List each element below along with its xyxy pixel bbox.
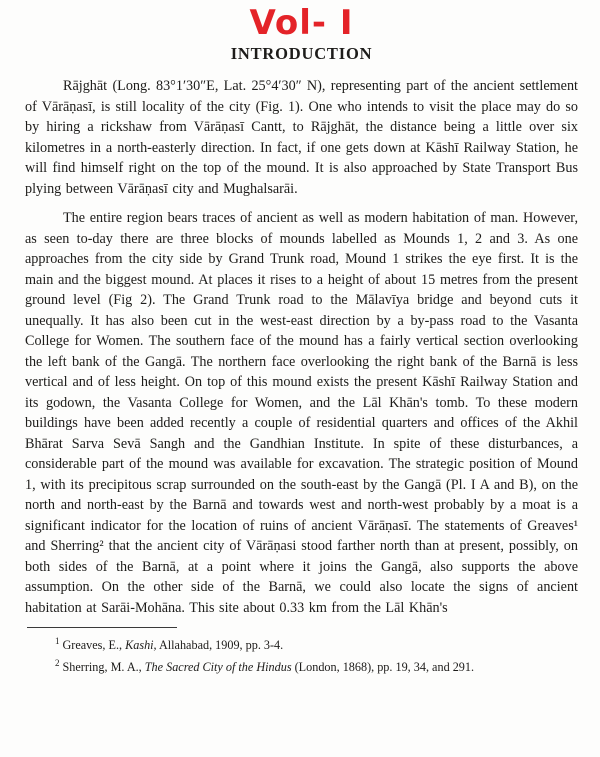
- body-text: [25, 76, 578, 618]
- footnote-1-marker: 1: [55, 636, 60, 646]
- footnote-1: [25, 633, 578, 654]
- page-heading: INTRODUCTION: [230, 44, 373, 63]
- footnote-1-pre: Greaves, E.,: [62, 638, 126, 653]
- footnote-2-title: The Sacred City of the Hindus: [144, 659, 292, 674]
- footnote-1-title: Kashi,: [125, 638, 157, 653]
- intro-paragraph-2: The entire region bears traces of ancient as well as modern habitation of man. However, as seen to-day there are three blocks of mounds labelled as Mounds 1, 2 and 3. As one approaches from the city side by Grand Trunk road, Mound 1 strikes the eye first. It is the main and the biggest mound. At places it rises to a height of about 15 metres from the present ground level (Fig 2). The Grand Trunk road to the Mālavīya bridge and beyond cuts it unequally. It has also been cut in the west-east direction by a by-pass road to the Vasanta College for Women. The southern face of the mound has a fairly vertical section overlooking the left bank of the Gangā. The northern face overlooking the right bank of the Barnā is less vertical and of less height. On top of this mound exists the present Kāshī Railway Station and its godown, the Vasanta College for Women, and the Lāl Khān's tomb. To these modern buildings have been added recently a couple of residential quarters and offices of the Akhil Bhārat Sarva Sevā Sangh and the Gandhian Institute. In spite of these disturbances, a considerable part of the mound was available for excavation. The strategic position of Mound 1, with its precipitous scrap surrounded on the south-east by the Gangā (Pl. I A and B), on the north and north-east by the Barnā and towards west and north-west probably by a moat is a significant indicator for the location of ruins of ancient Vārāṇasī. The statements of Greaves¹ and Sherring² that the ancient city of Vārāṇasi stood farther north than at present, possibly, on both sides of the Barnā, at a point where it joins the Gangā, also supports the above assumption. On the other side of the Barnā, we could also locate the signs of ancient habitation at Sarāi-Mohāna. This site about 0.33 km from the Lāl Khān's: [25, 210, 578, 616]
- footnote-2-marker: 2: [55, 657, 60, 668]
- footnote-2-pre: Sherring, M. A.,: [62, 659, 145, 674]
- intro-paragraph-1: Rājghāt (Long. 83°1′30″E, Lat. 25°4′30″ N), representing part of the ancient settlement of Vārāṇasī, is still locality of the city (Fig. 1). One who intends to visit the place may do so by hiring a rickshaw from Vārāṇasī Cantt, to Rājghāt, the distance being a little over six kilometres in a north-easterly direction. In fact, if one gets down at Kāshī Railway Station, he will find himself right on the top of the mound. It is also approached by State Transport Bus plying between Vārāṇasī city and Mughalsarāi.: [25, 78, 578, 197]
- footnote-divider: [27, 627, 177, 628]
- volume-label: Vol- I: [249, 3, 354, 43]
- footnote-2: [25, 655, 578, 676]
- footnotes-section: [25, 633, 578, 675]
- footnote-1-post: Allahabad, 1909, pp. 3-4.: [156, 638, 284, 653]
- footnote-2-post: (London, 1868), pp. 19, 34, and 291.: [291, 659, 475, 674]
